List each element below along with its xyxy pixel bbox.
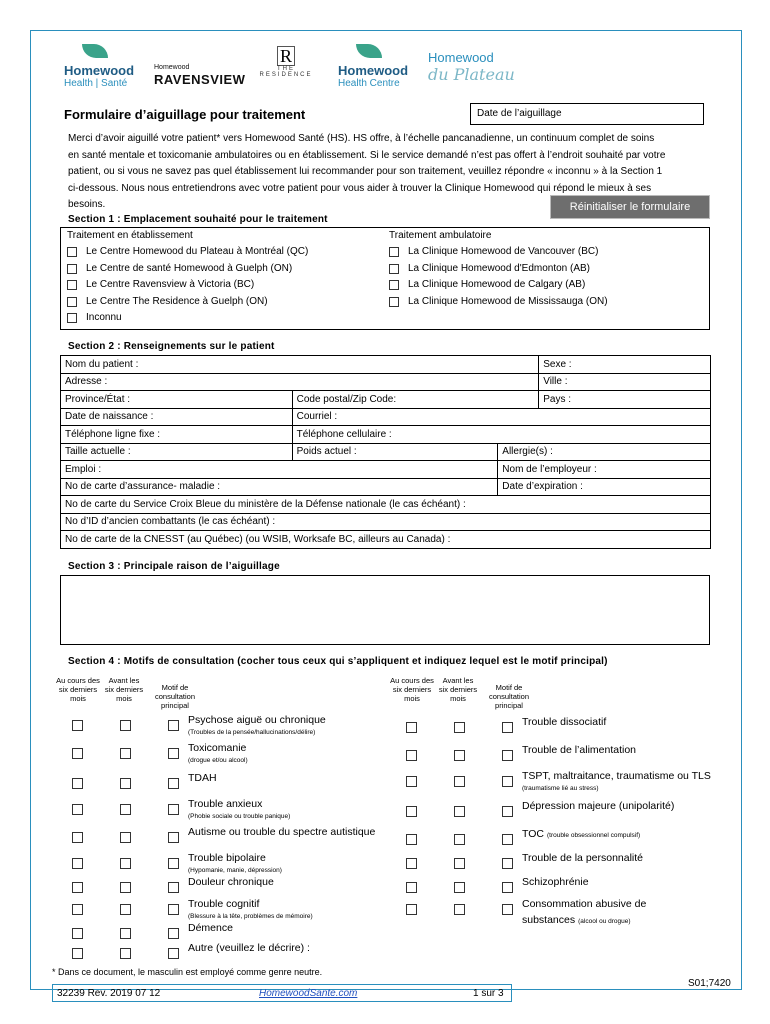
option-label: La Clinique Homewood de Calgary (AB) — [408, 279, 586, 290]
logo-line: THE — [277, 66, 295, 72]
reason-label: Trouble bipolaire — [188, 852, 266, 864]
logo-bar — [60, 44, 720, 100]
reason-label: Trouble dissociatif — [522, 716, 607, 728]
section1-left-header: Traitement en établissement — [67, 230, 193, 241]
before-checkbox[interactable] — [120, 778, 131, 789]
recent-checkbox[interactable] — [72, 778, 83, 789]
form-title: Formulaire d’aiguillage pour traitement — [64, 107, 306, 122]
principal-checkbox[interactable] — [502, 834, 513, 845]
country-field[interactable]: Pays : — [539, 391, 711, 409]
leaf-icon — [356, 44, 382, 58]
before-checkbox[interactable] — [120, 832, 131, 843]
patient-name-field[interactable]: Nom du patient : — [61, 356, 539, 374]
reason-label: Démence — [188, 922, 233, 934]
option-label: Inconnu — [86, 312, 122, 323]
reason-note: (Hypomanie, manie, dépression) — [188, 867, 282, 874]
r-monogram-icon: R — [277, 46, 295, 66]
recent-checkbox[interactable] — [72, 858, 83, 869]
homewood-health-logo — [64, 44, 134, 89]
before-checkbox[interactable] — [120, 904, 131, 915]
col-before-header: Avant les six derniers mois — [438, 676, 478, 703]
section1-option[interactable] — [389, 277, 608, 294]
principal-checkbox[interactable] — [168, 882, 179, 893]
checkbox[interactable] — [389, 247, 399, 257]
reason-label: Consommation abusive de — [522, 898, 647, 910]
before-checkbox[interactable] — [454, 776, 465, 787]
option-label: Le Centre de santé Homewood à Guelph (ON) — [86, 262, 293, 274]
main-reason-textarea[interactable] — [60, 575, 710, 645]
logo-sub: Health Centre — [338, 78, 400, 89]
checkbox[interactable] — [67, 297, 77, 307]
blue-cross-field[interactable]: No de carte du Service Croix Bleue du ministère de la Défense nationale (le cas échéant) : — [61, 496, 711, 514]
recent-checkbox[interactable] — [406, 882, 417, 893]
principal-checkbox[interactable] — [502, 776, 513, 787]
height-field[interactable]: Taille actuelle : — [61, 443, 293, 461]
employer-field[interactable]: Nom de l’employeur : — [498, 461, 711, 479]
section1-right-column — [389, 228, 608, 310]
reason-label: Schizophrénie — [522, 876, 589, 888]
section4-title: Section 4 : Motifs de consultation (cocher tous ceux qui s’appliquent et indiquez lequel est le motif principal) — [68, 656, 608, 667]
col-recent-header: Au cours des six derniers mois — [56, 676, 100, 703]
reason-note: (drogue et/ou alcool) — [188, 757, 248, 764]
checkbox[interactable] — [67, 280, 77, 290]
reason-note: (traumatisme lié au stress) — [522, 785, 599, 792]
weight-field[interactable]: Poids actuel : — [292, 443, 498, 461]
checkbox[interactable] — [67, 313, 77, 323]
reason-note: (Troubles de la pensée/hallucinations/délire) — [188, 729, 316, 736]
before-checkbox[interactable] — [454, 750, 465, 761]
col-principal-header: Motif de consultation principal — [154, 683, 196, 710]
logo-sub: Health | Santé — [64, 78, 128, 89]
reason-label — [522, 828, 640, 840]
reason-label-line2 — [522, 914, 631, 926]
before-checkbox[interactable] — [120, 882, 131, 893]
reason-label: TSPT, maltraitance, traumatisme ou TLS — [522, 770, 711, 782]
reset-form-button[interactable]: Réinitialiser le formulaire — [550, 195, 710, 219]
before-checkbox[interactable] — [454, 806, 465, 817]
ravensview-logo — [154, 64, 245, 89]
allergy-field[interactable]: Allergie(s) : — [498, 443, 711, 461]
checkbox[interactable] — [389, 280, 399, 290]
logo-brand: Homewood — [64, 63, 135, 78]
recent-checkbox[interactable] — [72, 720, 83, 731]
recent-checkbox[interactable] — [406, 834, 417, 845]
footer-bar — [52, 984, 512, 1002]
section1-option[interactable] — [67, 294, 308, 311]
principal-checkbox[interactable] — [168, 748, 179, 759]
recent-checkbox[interactable] — [72, 948, 83, 959]
cellphone-field[interactable]: Téléphone cellulaire : — [292, 426, 710, 444]
col-principal-header: Motif de consultation principal — [488, 683, 530, 710]
section1-option[interactable] — [67, 310, 308, 327]
website-link[interactable]: HomewoodSante.com — [259, 988, 358, 999]
section1-option[interactable] — [389, 294, 608, 311]
city-field[interactable]: Ville : — [539, 373, 711, 391]
principal-checkbox[interactable] — [168, 720, 179, 731]
reason-label: Dépression majeure (unipolarité) — [522, 800, 675, 812]
principal-checkbox[interactable] — [168, 928, 179, 939]
section1-box — [60, 227, 710, 330]
section1-option[interactable] — [67, 261, 308, 278]
option-label: La Clinique Homewood d'Edmonton (AB) — [408, 262, 591, 274]
veteran-id-field[interactable]: No d’ID d’ancien combattants (le cas échéant) : — [61, 513, 711, 531]
sex-field[interactable]: Sexe : — [539, 356, 711, 374]
before-checkbox[interactable] — [120, 804, 131, 815]
patient-info-table — [60, 355, 711, 549]
reason-label: TDAH — [188, 772, 217, 784]
recent-checkbox[interactable] — [406, 858, 417, 869]
reason-label: Douleur chronique — [188, 876, 274, 888]
residence-logo — [256, 46, 316, 78]
document-code: S01;7420 — [688, 978, 731, 989]
before-checkbox[interactable] — [120, 858, 131, 869]
principal-checkbox[interactable] — [502, 858, 513, 869]
intro-text: Merci d’avoir aiguillé votre patient* vers Homewood Santé (HS). HS offre, à l’échelle pancanadienne, un continuum complet de soins en santé mentale et toxicomanie ambulatoires ou en établissement. Si le service demandé n’est pas offert à l’endroit souhaité par votre patient, ou si vous ne savez pas quel établissement lui recommander pour son traitement, veuillez répondre « inconnu » à la Section 1 ci-dessous. Nous nous entretiendrons avec votre patient pour vous aider à trouver la Clinique Homewood qui répond le mieux à ses besoins. — [68, 133, 666, 210]
postal-code-field[interactable]: Code postal/Zip Code: — [292, 391, 539, 409]
reason-label: Trouble de l’alimentation — [522, 744, 637, 756]
before-checkbox[interactable] — [120, 748, 131, 759]
recent-checkbox[interactable] — [72, 832, 83, 843]
logo-brand: Homewood — [428, 50, 494, 65]
checkbox[interactable] — [389, 297, 399, 307]
reason-label: Trouble anxieux — [188, 798, 263, 810]
recent-checkbox[interactable] — [406, 904, 417, 915]
before-checkbox[interactable] — [120, 948, 131, 959]
principal-checkbox[interactable] — [502, 806, 513, 817]
recent-checkbox[interactable] — [72, 904, 83, 915]
before-checkbox[interactable] — [454, 834, 465, 845]
recent-checkbox[interactable] — [72, 804, 83, 815]
email-field[interactable]: Courriel : — [292, 408, 710, 426]
province-field[interactable]: Province/État : — [61, 391, 293, 409]
section1-option[interactable] — [67, 244, 308, 261]
logo-brand: RAVENSVIEW — [154, 72, 246, 87]
principal-checkbox[interactable] — [168, 832, 179, 843]
homewood-centre-logo — [338, 44, 408, 89]
logo-brand: Homewood — [338, 63, 409, 78]
birthdate-field[interactable]: Date de naissance : — [61, 408, 293, 426]
principal-checkbox[interactable] — [502, 722, 513, 733]
section2-title: Section 2 : Renseignements sur le patient — [68, 341, 275, 352]
leaf-icon — [82, 44, 108, 58]
recent-checkbox[interactable] — [406, 776, 417, 787]
reason-label: Autre (veuillez le décrire) : — [188, 942, 310, 954]
reason-label-text: substances — [522, 914, 576, 926]
option-label: Le Centre Ravensview à Victoria (BC) — [86, 279, 255, 290]
logo-script: du Plateau — [428, 65, 515, 84]
reason-label: Autisme ou trouble du spectre autistique — [188, 826, 376, 838]
section1-right-header: Traitement ambulatoire — [389, 230, 492, 241]
principal-checkbox[interactable] — [168, 948, 179, 959]
checkbox[interactable] — [389, 264, 399, 274]
section1-option[interactable] — [389, 261, 608, 278]
section1-option[interactable] — [389, 244, 608, 261]
reason-note: (alcool ou drogue) — [578, 918, 631, 925]
employment-field[interactable]: Emploi : — [61, 461, 498, 479]
footnote: * Dans ce document, le masculin est employé comme genre neutre. — [52, 967, 323, 977]
recent-checkbox[interactable] — [406, 806, 417, 817]
reason-note: (trouble obsessionnel compulsif) — [546, 832, 641, 839]
option-label: La Clinique Homewood de Mississauga (ON) — [408, 295, 608, 307]
reason-label-text: TOC — [522, 828, 544, 840]
section1-title: Section 1 : Emplacement souhaité pour le traitement — [68, 214, 328, 225]
reason-note: (Blessure à la tête, problèmes de mémoire) — [188, 913, 313, 920]
principal-checkbox[interactable] — [168, 904, 179, 915]
checkbox[interactable] — [67, 247, 77, 257]
option-label: Le Centre Homewood du Plateau à Montréal (QC) — [86, 246, 309, 257]
logo-line: RESIDENCE — [259, 72, 313, 78]
recent-checkbox[interactable] — [406, 750, 417, 761]
expiry-date-field[interactable]: Date d’expiration : — [498, 478, 711, 496]
before-checkbox[interactable] — [120, 720, 131, 731]
plateau-logo — [428, 50, 515, 84]
option-label: La Clinique Homewood de Vancouver (BC) — [408, 246, 599, 257]
principal-checkbox[interactable] — [502, 750, 513, 761]
recent-checkbox[interactable] — [406, 722, 417, 733]
principal-checkbox[interactable] — [502, 904, 513, 915]
recent-checkbox[interactable] — [72, 748, 83, 759]
before-checkbox[interactable] — [454, 904, 465, 915]
checkbox[interactable] — [67, 264, 77, 274]
principal-checkbox[interactable] — [502, 882, 513, 893]
landline-field[interactable]: Téléphone ligne fixe : — [61, 426, 293, 444]
cnesst-field[interactable]: No de carte de la CNESST (au Québec) (ou WSIB, Worksafe BC, ailleurs au Canada) : — [61, 531, 711, 549]
section1-option[interactable] — [67, 277, 308, 294]
reason-label: Trouble de la personnalité — [522, 852, 644, 864]
before-checkbox[interactable] — [120, 928, 131, 939]
reason-note: (Phobie sociale ou trouble panique) — [188, 813, 291, 820]
before-checkbox[interactable] — [454, 722, 465, 733]
before-checkbox[interactable] — [454, 882, 465, 893]
address-field[interactable]: Adresse : — [61, 373, 539, 391]
col-recent-header: Au cours des six derniers mois — [390, 676, 434, 703]
reason-label: Trouble cognitif — [188, 898, 260, 910]
principal-checkbox[interactable] — [168, 804, 179, 815]
referral-date-field[interactable]: Date de l’aiguillage — [470, 103, 704, 125]
col-before-header: Avant les six derniers mois — [104, 676, 144, 703]
health-card-field[interactable]: No de carte d’assurance- maladie : — [61, 478, 498, 496]
option-label: Le Centre The Residence à Guelph (ON) — [86, 295, 268, 307]
reason-label: Toxicomanie — [188, 742, 247, 754]
revision-text: 32239 Rev. 2019 07 12 — [57, 988, 161, 999]
principal-checkbox[interactable] — [168, 858, 179, 869]
section1-left-column — [67, 228, 308, 327]
before-checkbox[interactable] — [454, 858, 465, 869]
section3-title: Section 3 : Principale raison de l’aiguillage — [68, 561, 280, 572]
page-number: 1 sur 3 — [473, 988, 504, 999]
recent-checkbox[interactable] — [72, 928, 83, 939]
principal-checkbox[interactable] — [168, 778, 179, 789]
recent-checkbox[interactable] — [72, 882, 83, 893]
logo-small: Homewood — [154, 64, 190, 71]
reason-label: Psychose aiguë ou chronique — [188, 714, 326, 726]
